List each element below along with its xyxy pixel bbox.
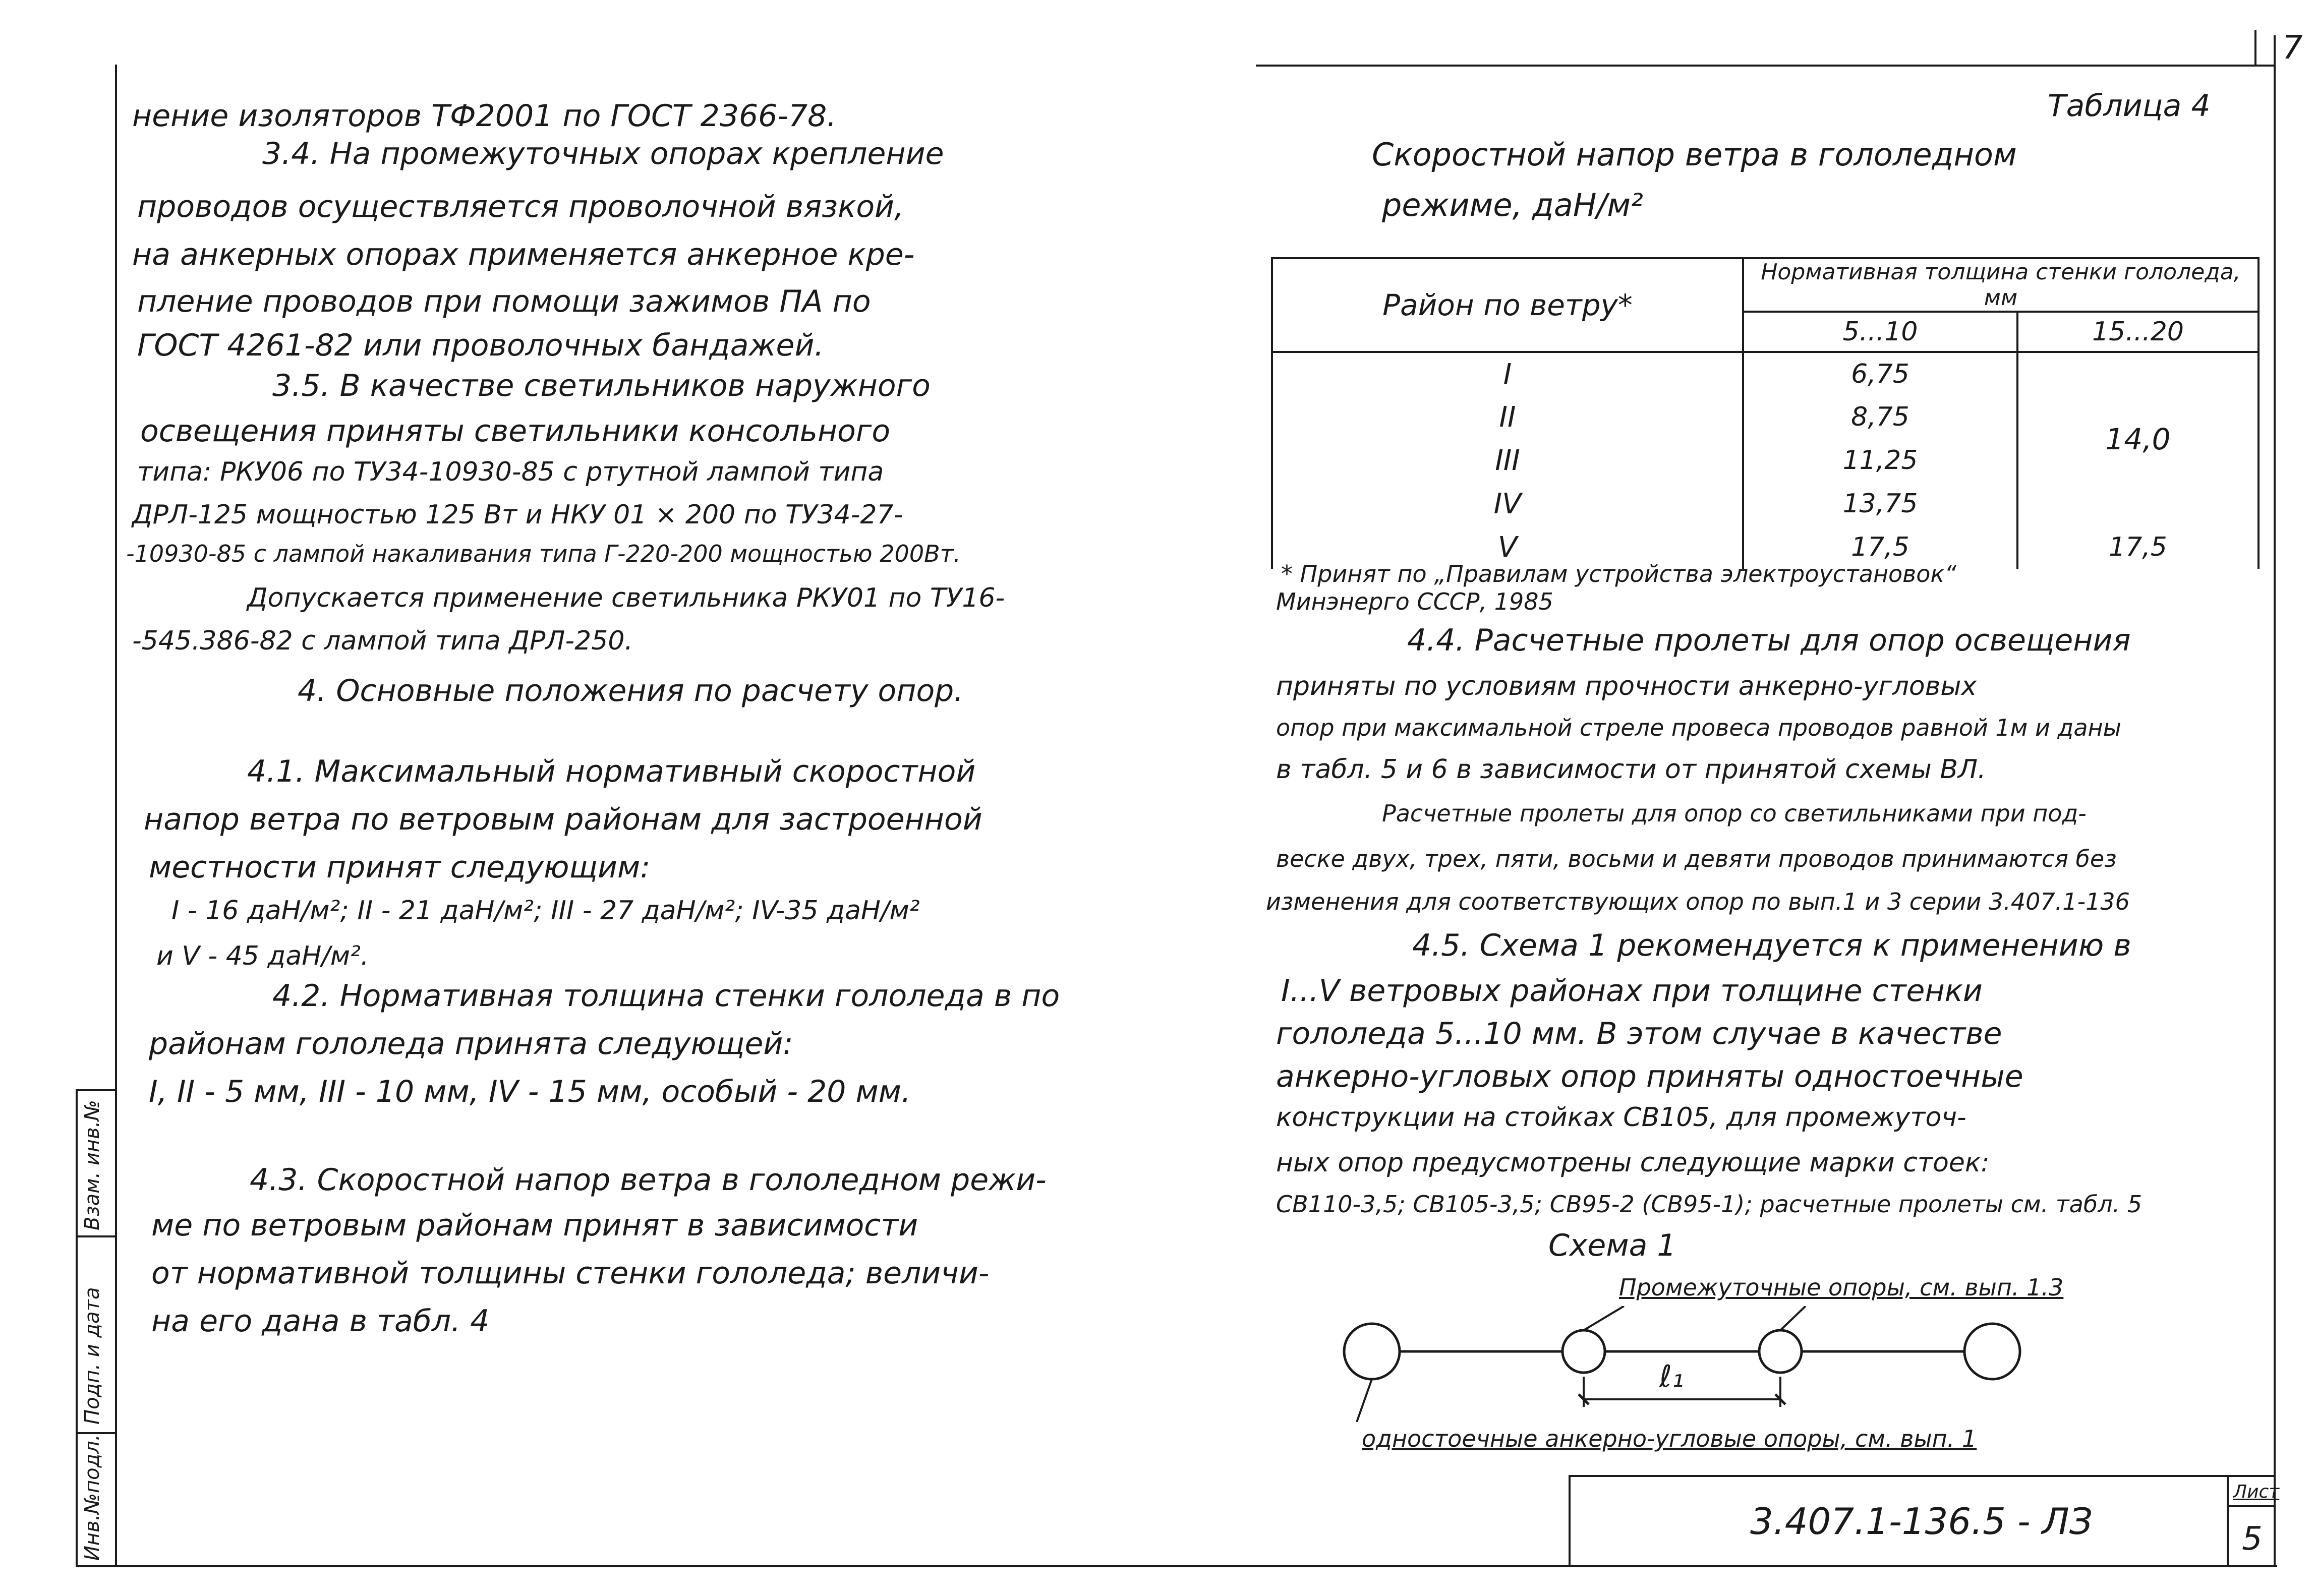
left-line: напор ветра по ветровым районам для застроенной — [144, 802, 982, 837]
right-line: приняты по условиям прочности анкерно-угловых — [1276, 671, 1977, 701]
left-line: и V - 45 даН/м². — [156, 941, 369, 971]
intermediate-support-2 — [1759, 1330, 1802, 1373]
left-line: Допускается применение светильника РКУ01 по ТУ16- — [247, 583, 1005, 613]
left-line: 4.2. Нормативная толщина стенки гололеда в по — [272, 978, 1060, 1014]
sheet-number: 5 — [2242, 1520, 2263, 1558]
table-cell-region: IV — [1272, 482, 1743, 525]
scheme-span-label: ℓ₁ — [1659, 1359, 1684, 1394]
table-cell-value: 6,75 — [1743, 352, 2017, 395]
right-line: 4.5. Схема 1 рекомендуется к применению в — [1412, 928, 2131, 963]
table-cell-value: 17,5 — [1743, 525, 2017, 569]
scheme-bottom-label: одностоечные анкерно-угловые опоры, см. вып. 1 — [1362, 1425, 1977, 1452]
left-line: проводов осуществляется проволочной вязкой, — [137, 189, 904, 224]
table-cell-region: V — [1272, 525, 1743, 569]
left-line: I, II - 5 мм, III - 10 мм, IV - 15 мм, особый - 20 мм. — [149, 1074, 911, 1109]
left-line: 4.3. Скоростной напор ветра в гололедном режи- — [250, 1162, 1047, 1198]
left-line: -10930-85 с лампой накаливания типа Г-220-200 мощностью 200Вт. — [126, 540, 961, 567]
table-cell-region: III — [1272, 439, 1743, 482]
title-block-left — [1569, 1475, 1571, 1567]
right-line: опор при максимальной стреле провеса проводов равной 1м и даны — [1276, 714, 2121, 741]
table-title-line-2: режиме, даН/м² — [1382, 187, 1643, 223]
side-strip-line — [76, 1089, 78, 1567]
anchor-support-left — [1344, 1324, 1400, 1379]
left-line: местности принят следующим: — [149, 850, 651, 885]
left-line: 4.1. Максимальный нормативный скоростной — [247, 754, 976, 789]
section-heading: 4. Основные положения по расчету опор. — [298, 673, 964, 708]
table-header-group: Нормативная толщина стенки гололеда, мм — [1743, 258, 2259, 312]
side-strip-div-1 — [76, 1089, 116, 1091]
frame-right-line — [2274, 35, 2276, 1567]
table-caption: Таблица 4 — [2048, 88, 2211, 124]
table-cell-value: 13,75 — [1743, 482, 2017, 525]
left-line: ме по ветровым районам принят в зависимости — [151, 1208, 918, 1243]
table-title-line-1: Скоростной напор ветра в гололедном — [1372, 136, 2017, 173]
right-line: гололеда 5...10 мм. В этом случае в качестве — [1276, 1016, 2002, 1051]
sheet-label: Лист — [2233, 1482, 2280, 1502]
scheme-top-label: Промежуточные опоры, см. вып. 1.3 — [1619, 1274, 2064, 1301]
table-cell-value: 8,75 — [1743, 395, 2017, 439]
left-line: ДРЛ-125 мощностью 125 Вт и НКУ 01 × 200 по ТУ34-27- — [132, 500, 903, 530]
intermediate-support-1 — [1562, 1330, 1605, 1373]
left-line: типа: РКУ06 по ТУ34-10930-85 с ртутной лампой типа — [137, 457, 884, 487]
right-line: Расчетные пролеты для опор со светильниками при под- — [1382, 800, 2087, 827]
left-line: I - 16 даН/м²; II - 21 даН/м²; III - 27 даН/м²; IV-35 даН/м² — [171, 896, 920, 926]
table-subheader-2: 15...20 — [2017, 312, 2259, 352]
table-subheader-1: 5...10 — [1743, 312, 2017, 352]
title-block-sheet-divider — [2227, 1475, 2229, 1567]
table-cell-value: 11,25 — [1743, 439, 2017, 482]
doc-code: 3.407.1-136.5 - ЛЗ — [1750, 1500, 2093, 1543]
side-strip-div-2 — [76, 1235, 116, 1237]
left-line: от нормативной толщины стенки гололеда; величи- — [151, 1256, 990, 1291]
left-line: на анкерных опорах применяется анкерное кре- — [132, 237, 915, 272]
left-line: 3.5. В качестве светильников наружного — [272, 368, 931, 403]
right-line: изменения для соответствующих опор по вып.1 и 3 серии 3.407.1-136 — [1266, 888, 2130, 915]
right-line: I...V ветровых районах при толщине стенки — [1281, 973, 1983, 1009]
right-line: 4.4. Расчетные пролеты для опор освещения — [1407, 623, 2131, 658]
scheme-diagram — [1342, 1306, 2149, 1422]
left-line: на его дана в табл. 4 — [151, 1304, 490, 1339]
table-cell-region: II — [1272, 395, 1743, 439]
right-line: конструкции на стойках СВ105, для промежуточ- — [1276, 1102, 1966, 1133]
page-number-tick — [2254, 30, 2256, 66]
side-label-sign: Подп. и дата — [81, 1287, 104, 1425]
left-line: освещения приняты светильники консольного — [140, 413, 891, 449]
side-label-replace: Взам. инв.№ — [81, 1100, 104, 1230]
title-block-top — [1569, 1475, 2275, 1477]
table-4 — [1271, 257, 2260, 569]
left-line: пление проводов при помощи зажимов ПА по — [137, 284, 871, 319]
right-line: СВ110-3,5; СВ105-3,5; СВ95-2 (СВ95-1); расчетные пролеты см. табл. 5 — [1276, 1191, 2143, 1218]
side-strip-div-3 — [76, 1432, 116, 1434]
table-cell-merged: 14,0 — [2017, 352, 2259, 525]
table-footnote-2: Минэнерго СССР, 1985 — [1276, 588, 1553, 615]
left-line: районам гололеда принята следующей: — [149, 1026, 793, 1061]
scheme-title: Схема 1 — [1548, 1228, 1676, 1263]
anchor-support-right — [1964, 1324, 2020, 1379]
left-line: ГОСТ 4261-82 или проволочных бандажей. — [137, 328, 824, 363]
right-line: в табл. 5 и 6 в зависимости от принятой схемы ВЛ. — [1276, 754, 1986, 785]
table-cell-region: I — [1272, 352, 1743, 395]
page-number: 7 — [2282, 29, 2303, 67]
right-line: веске двух, трех, пяти, восьми и девяти проводов принимаются без — [1276, 845, 2117, 872]
right-line: ных опор предусмотрены следующие марки стоек: — [1276, 1148, 1990, 1178]
title-block-sheet-mid — [2227, 1505, 2275, 1507]
right-line: анкерно-угловых опор приняты одностоечные — [1276, 1059, 2023, 1094]
side-label-inv: Инв.№подл. — [81, 1434, 104, 1561]
table-cell-value: 17,5 — [2017, 525, 2259, 569]
frame-bottom-line — [76, 1565, 2277, 1567]
left-line: нение изоляторов ТФ2001 по ГОСТ 2366-78. — [132, 98, 837, 134]
frame-left-line — [115, 65, 117, 1567]
frame-top-line-right — [1256, 65, 2275, 67]
table-footnote-1: * Принят по „Правилам устройства электроустановок“ — [1281, 560, 1957, 587]
left-line: 3.4. На промежуточных опорах крепление — [262, 136, 944, 171]
table-header-region: Район по ветру* — [1272, 258, 1743, 352]
left-line: -545.386-82 с лампой типа ДРЛ-250. — [132, 626, 633, 656]
